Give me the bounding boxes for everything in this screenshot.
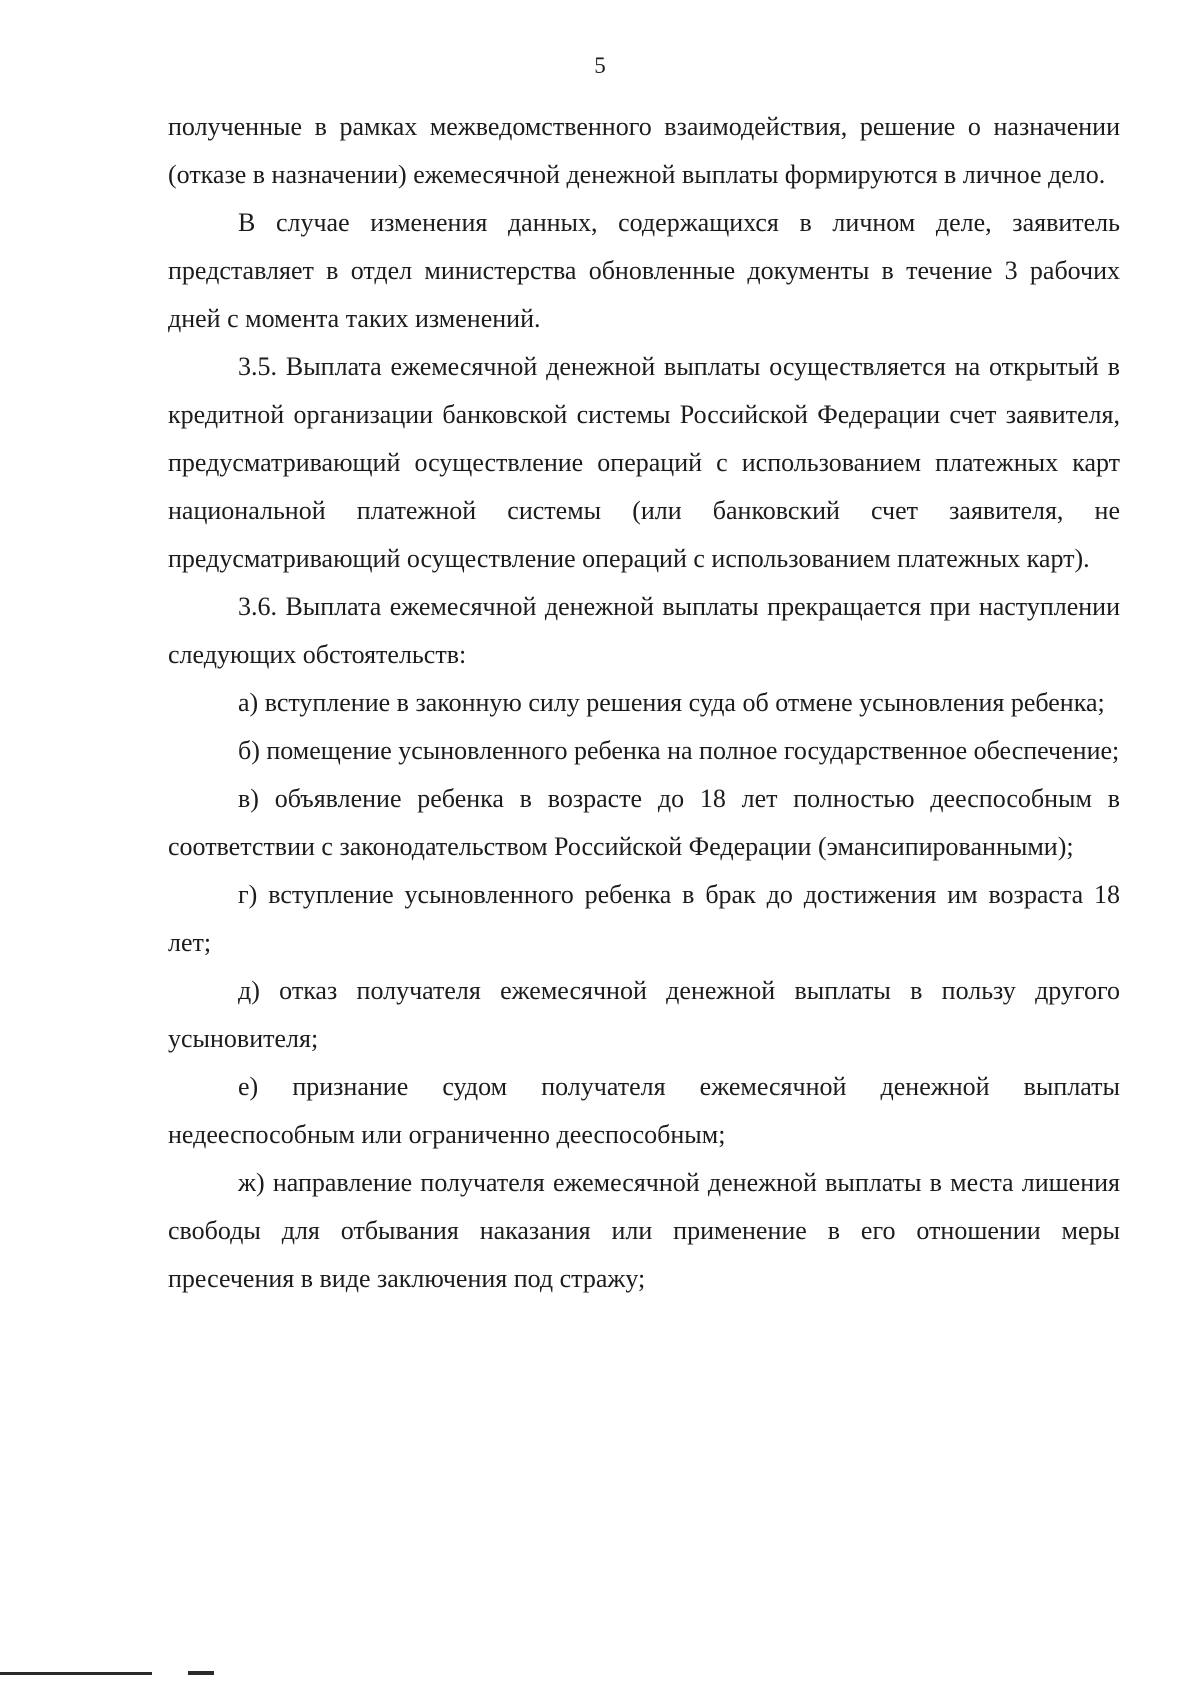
- list-item-e: е) признание судом получателя ежемесячной денежной выплаты недееспособным или ограниченно дееспособным;: [168, 1072, 1120, 1149]
- list-item-g: г) вступление усыновленного ребенка в брак до достижения им возраста 18 лет;: [168, 880, 1120, 957]
- list-item-v: в) объявление ребенка в возрасте до 18 лет полностью дееспособным в соответствии с законодательством Российской Федерации (эмансипированными);: [168, 784, 1120, 861]
- document-body: [168, 103, 1120, 1303]
- paragraph-data-change: В случае изменения данных, содержащихся в личном деле, заявитель представляет в отдел министерства обновленные документы в течение 3 рабочих дней с момента таких изменений.: [168, 208, 1120, 333]
- list-item-b: б) помещение усыновленного ребенка на полное государственное обеспечение;: [238, 736, 1120, 765]
- paragraph-3-5: 3.5. Выплата ежемесячной денежной выплаты осуществляется на открытый в кредитной организации банковской системы Российской Федерации счет заявителя, предусматривающий осуществление операций с использованием платежных карт национальной платежной системы (или банковский счет заявителя, не предусматривающий осуществление операций с использованием платежных карт).: [168, 352, 1120, 573]
- list-item-d: д) отказ получателя ежемесячной денежной выплаты в пользу другого усыновителя;: [168, 976, 1120, 1053]
- footer-mark: [188, 1671, 214, 1675]
- page-number: 5: [594, 53, 606, 78]
- list-item-a: а) вступление в законную силу решения суда об отмене усыновления ребенка;: [238, 688, 1105, 717]
- paragraph-continuation: полученные в рамках межведомственного взаимодействия, решение о назначении (отказе в назначении) ежемесячной денежной выплаты формируются в личное дело.: [168, 112, 1120, 189]
- footer-rule: [0, 1672, 152, 1675]
- paragraph-3-6: 3.6. Выплата ежемесячной денежной выплаты прекращается при наступлении следующих обстоятельств:: [168, 592, 1120, 669]
- list-item-zh: ж) направление получателя ежемесячной денежной выплаты в места лишения свободы для отбывания наказания или применение в его отношении меры пресечения в виде заключения под стражу;: [168, 1168, 1120, 1293]
